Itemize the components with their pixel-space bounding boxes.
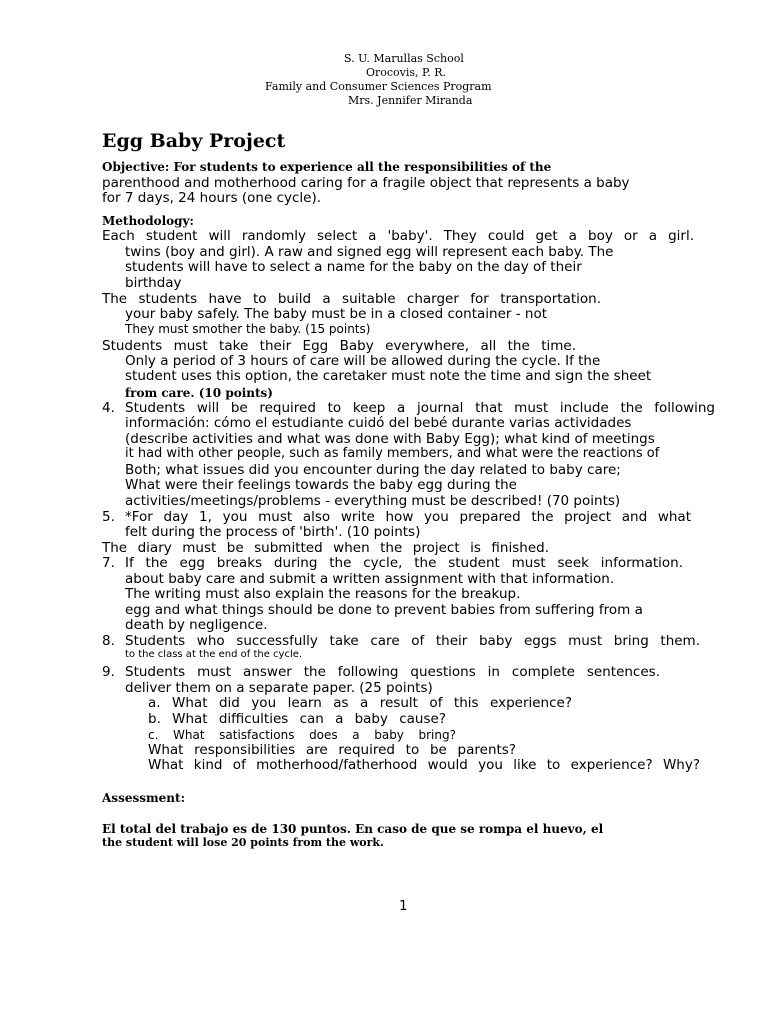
item1-line-1: Each student will randomly select a 'baby'. They could get a boy or a girl. <box>102 228 694 244</box>
page-title: Egg Baby Project <box>102 130 286 152</box>
item9-number: 9. <box>102 664 115 680</box>
item9-line-2: deliver them on a separate paper. (25 points) <box>125 680 433 696</box>
program-name: Family and Consumer Sciences Program <box>265 80 492 93</box>
teacher-name: Mrs. Jennifer Miranda <box>348 94 473 107</box>
assessment-heading: Assessment: <box>102 791 185 805</box>
item8-line-1: Students who successfully take care of their baby eggs must bring them. <box>125 633 700 649</box>
item4-line-6: What were their feelings towards the baby egg during the <box>125 477 517 493</box>
item4-number: 4. <box>102 400 115 416</box>
item4-line-5: Both; what issues did you encounter during the day related to baby care; <box>125 462 621 478</box>
item3-line-3: student uses this option, the caretaker must note the time and sign the sheet <box>125 368 652 384</box>
methodology-heading: Methodology: <box>102 214 194 228</box>
item4-line-2: información: cómo el estudiante cuidó del bebé durante varias actividades <box>125 415 632 431</box>
item7-line-4: egg and what things should be done to prevent babies from suffering from a <box>125 602 643 618</box>
item1-line-4: birthday <box>125 275 182 291</box>
item4-line-3: (describe activities and what was done with Baby Egg); what kind of meetings <box>125 431 655 447</box>
item3-line-1: Students must take their Egg Baby everywhere, all the time. <box>102 338 576 354</box>
question-e: What kind of motherhood/fatherhood would you like to experience? Why? <box>148 757 700 773</box>
item6-line-1: The diary must be submitted when the project is finished. <box>102 540 549 556</box>
item2-line-2: your baby safely. The baby must be in a closed container - not <box>125 306 548 322</box>
item4-line-7: activities/meetings/problems - everything must be described! (70 points) <box>125 493 621 509</box>
item8-line-2: to the class at the end of the cycle. <box>125 649 303 660</box>
question-d: What responsibilities are required to be parents? <box>148 742 516 758</box>
item2-line-3: They must smother the baby. (15 points) <box>125 322 371 336</box>
item7-line-3: The writing must also explain the reasons for the breakup. <box>125 586 521 602</box>
school-name: S. U. Marullas School <box>344 52 464 65</box>
objective-line-3: for 7 days, 24 hours (one cycle). <box>102 190 322 206</box>
item2-line-1: The students have to build a suitable charger for transportation. <box>102 291 601 307</box>
objective-line-1: Objective: For students to experience all the responsibilities of the <box>102 160 552 174</box>
assessment-line-2: the student will lose 20 points from the work. <box>102 836 384 849</box>
assessment-line-1: El total del trabajo es de 130 puntos. En caso de que se rompa el huevo, el <box>102 822 604 836</box>
item7-line-1: If the egg breaks during the cycle, the student must seek information. <box>125 555 683 571</box>
item7-number: 7. <box>102 555 115 571</box>
item4-line-4: it had with other people, such as family members, and what were the reactions of <box>125 446 660 461</box>
question-c: c. What satisfactions does a baby bring? <box>148 728 456 742</box>
item5-number: 5. <box>102 509 115 525</box>
page-number: 1 <box>399 898 408 914</box>
item3-line-4: from care. (10 points) <box>125 386 273 400</box>
item7-line-2: about baby care and submit a written assignment with that information. <box>125 571 615 587</box>
item5-line-1: *For day 1, you must also write how you prepared the project and what <box>125 509 691 525</box>
item7-line-5: death by negligence. <box>125 617 268 633</box>
question-a: a. What did you learn as a result of this experience? <box>148 695 572 711</box>
item1-line-3: students will have to select a name for the baby on the day of their <box>125 259 582 275</box>
item9-line-1: Students must answer the following questions in complete sentences. <box>125 664 660 680</box>
school-town: Orocovis, P. R. <box>366 66 446 79</box>
item8-number: 8. <box>102 633 115 649</box>
item3-line-2: Only a period of 3 hours of care will be allowed during the cycle. If the <box>125 353 601 369</box>
item1-line-2: twins (boy and girl). A raw and signed egg will represent each baby. The <box>125 244 614 260</box>
objective-line-2: parenthood and motherhood caring for a fragile object that represents a baby <box>102 175 630 191</box>
item4-line-1: Students will be required to keep a journal that must include the following <box>125 400 715 416</box>
item5-line-2: felt during the process of 'birth'. (10 points) <box>125 524 421 540</box>
question-b: b. What difficulties can a baby cause? <box>148 711 446 727</box>
